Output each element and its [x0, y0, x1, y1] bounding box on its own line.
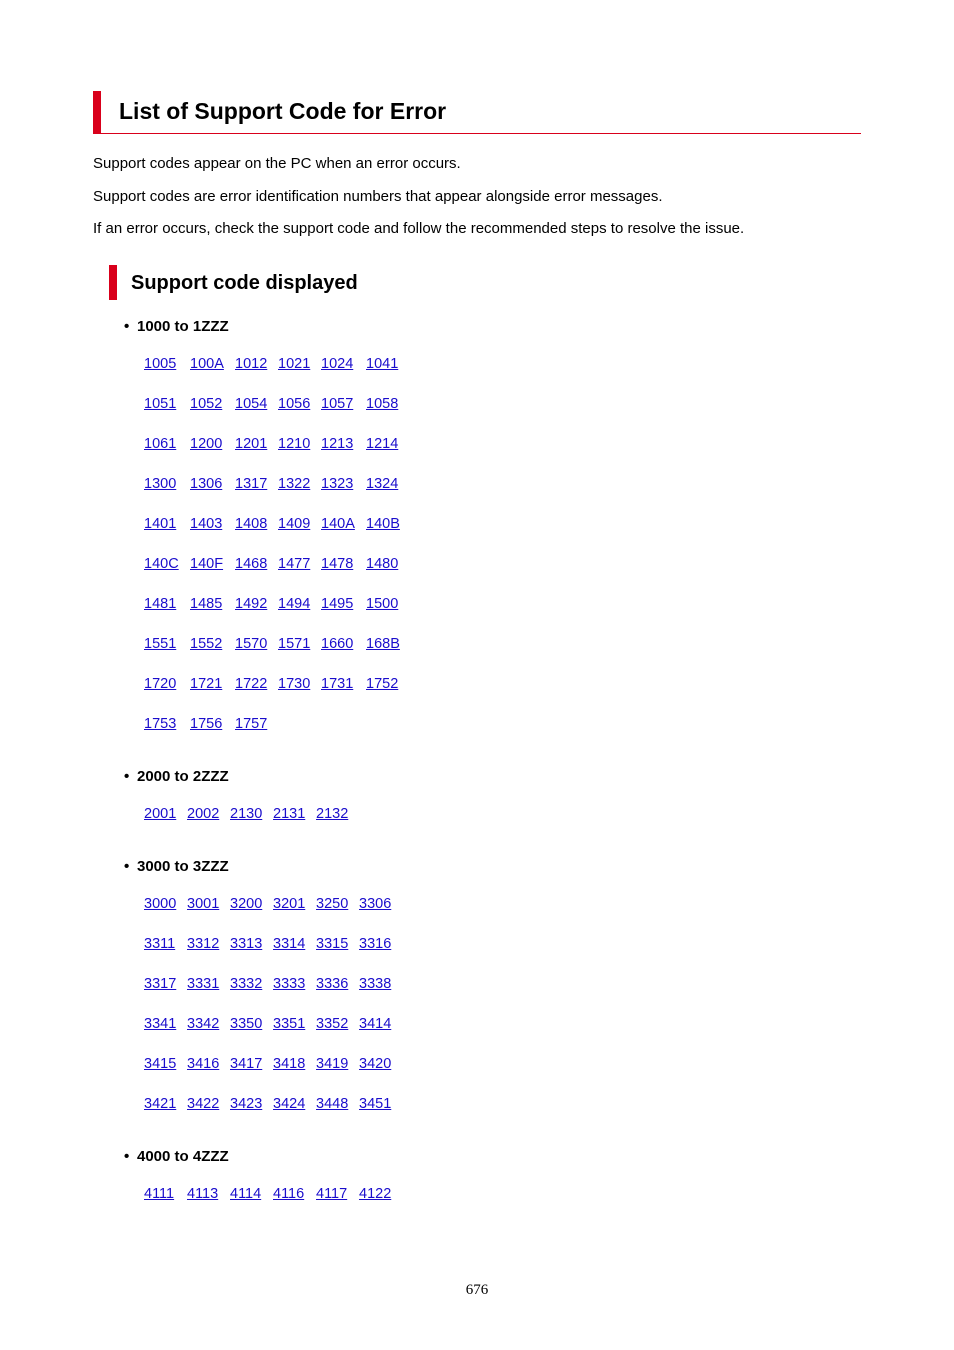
support-code-link[interactable]: 3332: [230, 976, 263, 992]
support-code-link[interactable]: 1056: [278, 396, 311, 412]
support-code-link[interactable]: 1012: [235, 356, 268, 372]
support-code-link[interactable]: 3414: [359, 1016, 392, 1032]
support-code-link[interactable]: 4111: [144, 1186, 175, 1202]
support-code-link[interactable]: 100A: [190, 356, 224, 372]
code-range-heading: [124, 768, 229, 785]
support-code-link[interactable]: 1323: [321, 476, 354, 492]
support-code-link[interactable]: 1322: [278, 476, 311, 492]
support-code-link[interactable]: 3423: [230, 1096, 263, 1112]
support-code-link[interactable]: 1721: [190, 676, 223, 692]
support-code-link[interactable]: 140F: [190, 556, 224, 572]
support-code-link[interactable]: 3315: [316, 936, 349, 952]
bullet-icon: •: [124, 1148, 130, 1165]
support-code-link[interactable]: 3418: [273, 1056, 306, 1072]
code-range-heading: [124, 318, 229, 335]
support-code-link[interactable]: 1213: [321, 436, 354, 452]
support-code-link[interactable]: 1552: [190, 636, 223, 652]
support-code-link[interactable]: 3001: [187, 896, 220, 912]
support-code-link[interactable]: 1753: [144, 716, 177, 732]
support-code-link[interactable]: 1409: [278, 516, 311, 532]
bullet-icon: •: [124, 318, 130, 335]
support-code-link[interactable]: 3313: [230, 936, 263, 952]
support-code-link[interactable]: 3415: [144, 1056, 177, 1072]
support-code-link[interactable]: 1403: [190, 516, 223, 532]
support-code-link[interactable]: 1570: [235, 636, 268, 652]
support-code-link[interactable]: 3317: [144, 976, 177, 992]
support-code-link[interactable]: 3352: [316, 1016, 349, 1032]
support-code-link[interactable]: 3419: [316, 1056, 349, 1072]
support-code-link[interactable]: 3341: [144, 1016, 177, 1032]
heading-accent-bar: [93, 91, 101, 133]
support-code-link[interactable]: 3350: [230, 1016, 263, 1032]
support-code-link[interactable]: 3306: [359, 896, 392, 912]
intro-paragraph-2: Support codes are error identification numbers that appear alongside error messages.: [93, 188, 663, 205]
support-code-link[interactable]: 3424: [273, 1096, 306, 1112]
page-heading: [93, 91, 861, 134]
support-code-link[interactable]: 3421: [144, 1096, 177, 1112]
support-code-link[interactable]: 1214: [366, 436, 399, 452]
support-code-link[interactable]: 1317: [235, 476, 268, 492]
support-code-link[interactable]: 3200: [230, 896, 263, 912]
support-code-link[interactable]: 140B: [366, 516, 400, 532]
intro-paragraph-1: Support codes appear on the PC when an error occurs.: [93, 155, 461, 172]
support-code-link[interactable]: 3316: [359, 936, 392, 952]
support-code-link[interactable]: 3333: [273, 976, 306, 992]
code-range-heading: [124, 858, 229, 875]
support-code-link[interactable]: 1720: [144, 676, 177, 692]
support-code-link[interactable]: 1306: [190, 476, 223, 492]
support-code-link[interactable]: 1480: [366, 556, 399, 572]
support-code-link[interactable]: 1730: [278, 676, 311, 692]
support-code-link[interactable]: 2131: [273, 806, 306, 822]
support-code-link[interactable]: 4116: [273, 1186, 305, 1202]
support-code-link[interactable]: 1052: [190, 396, 223, 412]
subheading-accent-bar: [109, 265, 117, 300]
support-code-link[interactable]: 1061: [144, 436, 177, 452]
support-code-link[interactable]: 1300: [144, 476, 177, 492]
support-code-link[interactable]: 1722: [235, 676, 268, 692]
support-code-link[interactable]: 3448: [316, 1096, 349, 1112]
support-code-link[interactable]: 1660: [321, 636, 354, 652]
code-range-heading: [124, 1148, 229, 1165]
code-range-label: 2000 to 2ZZZ: [137, 768, 229, 785]
support-code-link[interactable]: 1058: [366, 396, 399, 412]
support-code-link[interactable]: 1021: [278, 356, 311, 372]
support-code-link[interactable]: 1051: [144, 396, 177, 412]
support-code-link[interactable]: 4114: [230, 1186, 262, 1202]
support-code-link[interactable]: 140C: [144, 556, 179, 572]
support-code-link[interactable]: 3201: [273, 896, 306, 912]
code-range-label: 1000 to 1ZZZ: [137, 318, 229, 335]
support-code-link[interactable]: 1401: [144, 516, 177, 532]
support-code-link[interactable]: 1757: [235, 716, 268, 732]
support-code-link[interactable]: 1468: [235, 556, 268, 572]
support-code-link[interactable]: 3342: [187, 1016, 220, 1032]
code-range-label: 4000 to 4ZZZ: [137, 1148, 229, 1165]
support-code-link[interactable]: 3416: [187, 1056, 220, 1072]
support-code-link[interactable]: 3312: [187, 936, 220, 952]
support-code-link[interactable]: 4117: [316, 1186, 348, 1202]
support-code-link[interactable]: 1731: [321, 676, 354, 692]
support-code-link[interactable]: 1571: [278, 636, 311, 652]
support-code-link[interactable]: 3250: [316, 896, 349, 912]
support-code-link[interactable]: 1408: [235, 516, 268, 532]
intro-paragraph-3: If an error occurs, check the support code and follow the recommended steps to resolve the issue.: [93, 220, 745, 237]
support-code-link[interactable]: 1041: [366, 356, 399, 372]
support-code-link[interactable]: 1492: [235, 596, 268, 612]
support-code-link[interactable]: 1752: [366, 676, 399, 692]
code-range-label: 3000 to 3ZZZ: [137, 858, 229, 875]
support-code-link[interactable]: 140A: [321, 516, 355, 532]
support-code-link[interactable]: 1024: [321, 356, 354, 372]
section-title: Support code displayed: [131, 272, 358, 294]
support-code-link[interactable]: 3336: [316, 976, 349, 992]
support-code-link[interactable]: 3331: [187, 976, 220, 992]
support-code-link[interactable]: 1756: [190, 716, 223, 732]
support-code-link[interactable]: 1057: [321, 396, 354, 412]
support-code-link[interactable]: 1324: [366, 476, 399, 492]
support-code-link[interactable]: 3420: [359, 1056, 392, 1072]
support-code-link[interactable]: 3451: [359, 1096, 392, 1112]
support-code-link[interactable]: 1485: [190, 596, 223, 612]
support-code-link[interactable]: 3000: [144, 896, 177, 912]
support-code-link[interactable]: 3417: [230, 1056, 263, 1072]
support-code-link[interactable]: 2130: [230, 806, 263, 822]
support-code-link[interactable]: 1494: [278, 596, 311, 612]
support-code-link[interactable]: 1481: [144, 596, 177, 612]
support-code-link[interactable]: 168B: [366, 636, 400, 652]
support-code-link[interactable]: 1478: [321, 556, 354, 572]
support-code-link[interactable]: 1200: [190, 436, 223, 452]
support-code-link[interactable]: 1551: [144, 636, 177, 652]
bullet-icon: •: [124, 768, 130, 785]
bullet-icon: •: [124, 858, 130, 875]
support-code-link[interactable]: 1201: [235, 436, 268, 452]
support-code-link[interactable]: 3351: [273, 1016, 306, 1032]
support-code-link[interactable]: 1500: [366, 596, 399, 612]
support-code-link[interactable]: 2001: [144, 806, 177, 822]
support-code-link[interactable]: 2002: [187, 806, 220, 822]
support-code-link[interactable]: 1054: [235, 396, 268, 412]
support-code-link[interactable]: 1005: [144, 356, 177, 372]
page-number: 676: [465, 1282, 489, 1298]
support-code-link[interactable]: 3338: [359, 976, 392, 992]
support-code-link[interactable]: 2132: [316, 806, 349, 822]
support-code-link[interactable]: 1495: [321, 596, 354, 612]
support-code-link[interactable]: 3311: [144, 936, 176, 952]
page-title: List of Support Code for Error: [119, 98, 447, 124]
support-code-link[interactable]: 1477: [278, 556, 311, 572]
support-code-link[interactable]: 3314: [273, 936, 306, 952]
support-code-link[interactable]: 3422: [187, 1096, 220, 1112]
support-code-link[interactable]: 4113: [187, 1186, 219, 1202]
support-code-link[interactable]: 1210: [278, 436, 311, 452]
support-code-link[interactable]: 4122: [359, 1186, 392, 1202]
